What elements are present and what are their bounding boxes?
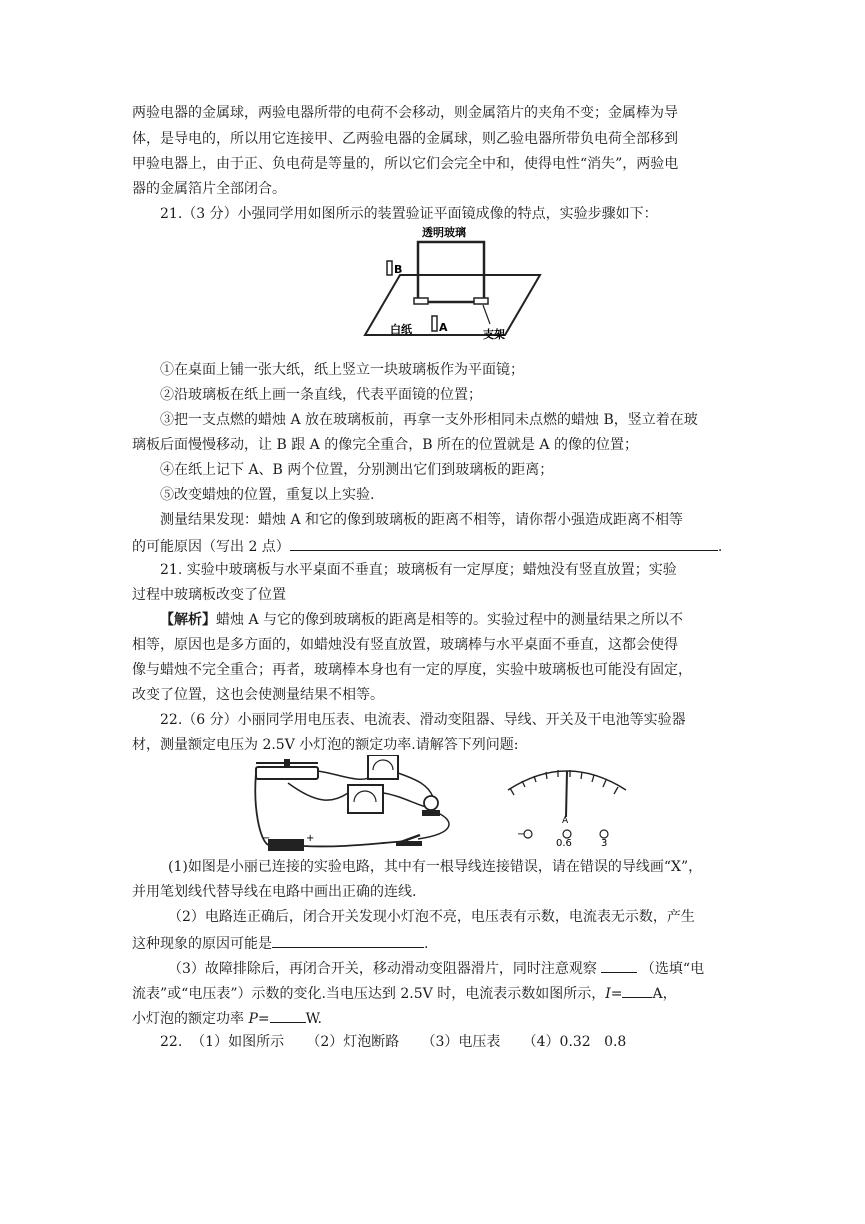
candle-a — [432, 316, 437, 331]
ammeter-dial-figure — [500, 757, 635, 847]
q22-part2-2-text: 这种现象的原因可能是 — [132, 936, 272, 952]
q22-answers: 22. （1）如图所示 （2）灯泡断路 （3）电压表 （4）0.32 0.8 — [160, 1034, 627, 1050]
q21-result-2 — [132, 536, 732, 556]
q21-answer-blank[interactable] — [290, 536, 718, 551]
tick-6 — [581, 772, 582, 779]
mirror-setup-figure — [360, 225, 550, 345]
battery-plus-label: + — [306, 833, 315, 844]
q22-part3-2a: 流表”或“电压表”）示数的变化.当电压达到 2.5V 时，电流表示数如图所示， — [132, 986, 606, 1002]
q22-part3-blank-2[interactable] — [622, 983, 652, 998]
q22-part2-blank[interactable] — [272, 933, 424, 948]
candle-a-label: A — [439, 321, 448, 334]
q21-analysis-1 — [160, 611, 732, 629]
ammeter — [348, 785, 383, 813]
q21-answer-1: 21. 实验中玻璃板与水平桌面不垂直；玻璃板有一定厚度；蜡烛没有竖直放置；实验 — [160, 562, 677, 578]
q22-part3-eq1: = — [610, 986, 623, 1002]
terminal-3-label: 3 — [601, 838, 608, 847]
tick-0 — [510, 788, 514, 795]
q22-part3-blank-3[interactable] — [270, 1008, 306, 1023]
q22-part3-1 — [168, 958, 732, 978]
stand-right — [474, 298, 488, 304]
q22-part3-1a: （3）故障排除后，再闭合开关，移动滑动变阻器滑片，同时注意观察 — [168, 961, 597, 977]
q22-part3-unitW: W. — [305, 1011, 323, 1027]
wire-bottom — [303, 841, 408, 846]
dial-ticks — [510, 770, 618, 795]
battery — [268, 839, 304, 851]
q22-part3-3 — [132, 1008, 732, 1028]
q22-title-2: 材，测量额定电压为 2.5V 小灯泡的额定功率.请解答下列问题: — [132, 737, 519, 753]
stand-left — [414, 298, 428, 304]
analysis-text: 蜡烛 A 与它的像到玻璃板的距离是相等的。实验过程中的测量结果之所以不 — [216, 612, 684, 628]
q21-step-5: ⑤改变蜡烛的位置，重复以上实验. — [160, 487, 375, 503]
tick-8 — [603, 780, 606, 787]
q22-title-1: 22.（6 分）小丽同学用电压表、电流表、滑动变阻器、导线、开关及干电池等实验器 — [160, 712, 686, 728]
analysis-tag: 【解析】 — [160, 612, 216, 628]
q22-part3-2 — [132, 983, 732, 1003]
voltmeter — [368, 755, 398, 779]
q22-part3-blank-1[interactable] — [601, 958, 637, 973]
q22-part3-1b: （选填“电 — [640, 961, 705, 977]
paper-label: 白纸 — [390, 323, 412, 336]
intro-line-1: 两验电器的金属球，两验电器所带的电荷不会移动，则金属箔片的夹角不变；金属棒为导 — [132, 105, 678, 121]
switch-base — [396, 841, 422, 846]
terminal-3 — [600, 830, 608, 838]
intro-line-4: 器的金属箔片全部闭合。 — [132, 181, 286, 197]
q22-part3-3a: 小灯泡的额定功率 — [132, 1011, 249, 1027]
q22-part2-2 — [132, 933, 732, 953]
terminal-06 — [563, 830, 571, 838]
q22-part3-I: I — [605, 986, 611, 1002]
q22-part2-1: （2）电路连正确后，闭合开关发现小灯泡不亮，电压表有示数，电流表无示数，产生 — [168, 909, 695, 925]
q22-part2-end: . — [424, 936, 429, 952]
bulb — [424, 796, 438, 810]
candle-b-label: B — [394, 263, 403, 276]
wire-bulb-switch — [418, 813, 449, 839]
stand-pointer — [483, 305, 490, 324]
q22-part3-P: P — [248, 1011, 258, 1027]
tick-7 — [592, 775, 594, 782]
bulb-base — [422, 810, 440, 816]
q21-step-1: ①在桌面上铺一张大纸，纸上竖立一块玻璃板作为平面镜； — [160, 362, 524, 378]
dial-needle — [566, 771, 567, 817]
q21-step-3-cont: 璃板后面慢慢移动，让 B 跟 A 的像完全重合，B 所在的位置就是 A 的像的位置； — [132, 437, 638, 453]
battery-minus-label: − — [262, 833, 271, 844]
rheostat-slider — [284, 759, 290, 768]
q21-analysis-2: 相等，原因也是多方面的，如蜡烛没有竖直放置，玻璃棒与水平桌面不垂直，这都会使得 — [132, 637, 678, 653]
dial-unit-label: A — [562, 816, 569, 826]
rheostat — [256, 767, 318, 779]
intro-line-3: 甲验电器上，由于正、负电荷是等量的，所以它们会完全中和，使得电性“消失”，两验电 — [132, 156, 679, 172]
q22-part1-1: (1)如图是小丽已连接的实验电路，其中有一根导线连接错误，请在错误的导线画“X”， — [168, 859, 703, 875]
wire-rheostat-ammeter — [288, 783, 348, 800]
q22-part3-eq2: = — [257, 1011, 270, 1027]
candle-b — [387, 261, 392, 275]
q21-analysis-3: 像与蜡烛不完全重合；再者，玻璃棒本身也有一定的厚度，实验中玻璃板也可能没有固定， — [132, 662, 692, 678]
q21-title: 21.（3 分）小强同学用如图所示的装置验证平面镜成像的特点，实验步骤如下： — [160, 206, 658, 222]
q21-result-2-text: 的可能原因（写出 2 点） — [132, 539, 290, 555]
terminal-minus-label: − — [517, 829, 526, 840]
terminal-06-label: 0.6 — [556, 838, 572, 847]
intro-line-2: 体，是导电的，所以用它连接甲、乙两验电器的金属球，则乙验电器所带负电荷全部移到 — [132, 131, 678, 147]
q21-result-end: . — [717, 539, 723, 555]
circuit-figure — [248, 755, 468, 855]
q22-part3-unitA: A， — [652, 986, 677, 1002]
tick-9 — [614, 787, 618, 794]
wire-voltmeter-bulb — [398, 773, 433, 797]
q21-analysis-4: 改变了位置，这也会使测量结果不相等。 — [132, 687, 384, 703]
q21-step-2: ②沿玻璃板在纸上画一条直线，代表平面镜的位置； — [160, 387, 482, 403]
wire-rheostat-voltmeter — [318, 771, 373, 779]
glass-label: 透明玻璃 — [422, 226, 466, 239]
q22-part1-2: 并用笔划线代替导线在电路中画出正确的连线. — [132, 884, 417, 900]
q21-step-3: ③把一支点燃的蜡烛 A 放在玻璃板前，再拿一支外形相同未点燃的蜡烛 B，竖立着在玻 — [160, 412, 698, 428]
glass-plate — [418, 242, 484, 302]
wire-ammeter-bulb — [383, 793, 426, 807]
q21-answer-2: 过程中玻璃板改变了位置 — [132, 587, 286, 603]
q21-result-1: 测量结果发现：蜡烛 A 和它的像到玻璃板的距离不相等，请你帮小强造成距离不相等 — [160, 512, 684, 528]
q21-step-4: ④在纸上记下 A、B 两个位置，分别测出它们到玻璃板的距离； — [160, 462, 554, 478]
stand-label: 支架 — [483, 328, 505, 341]
